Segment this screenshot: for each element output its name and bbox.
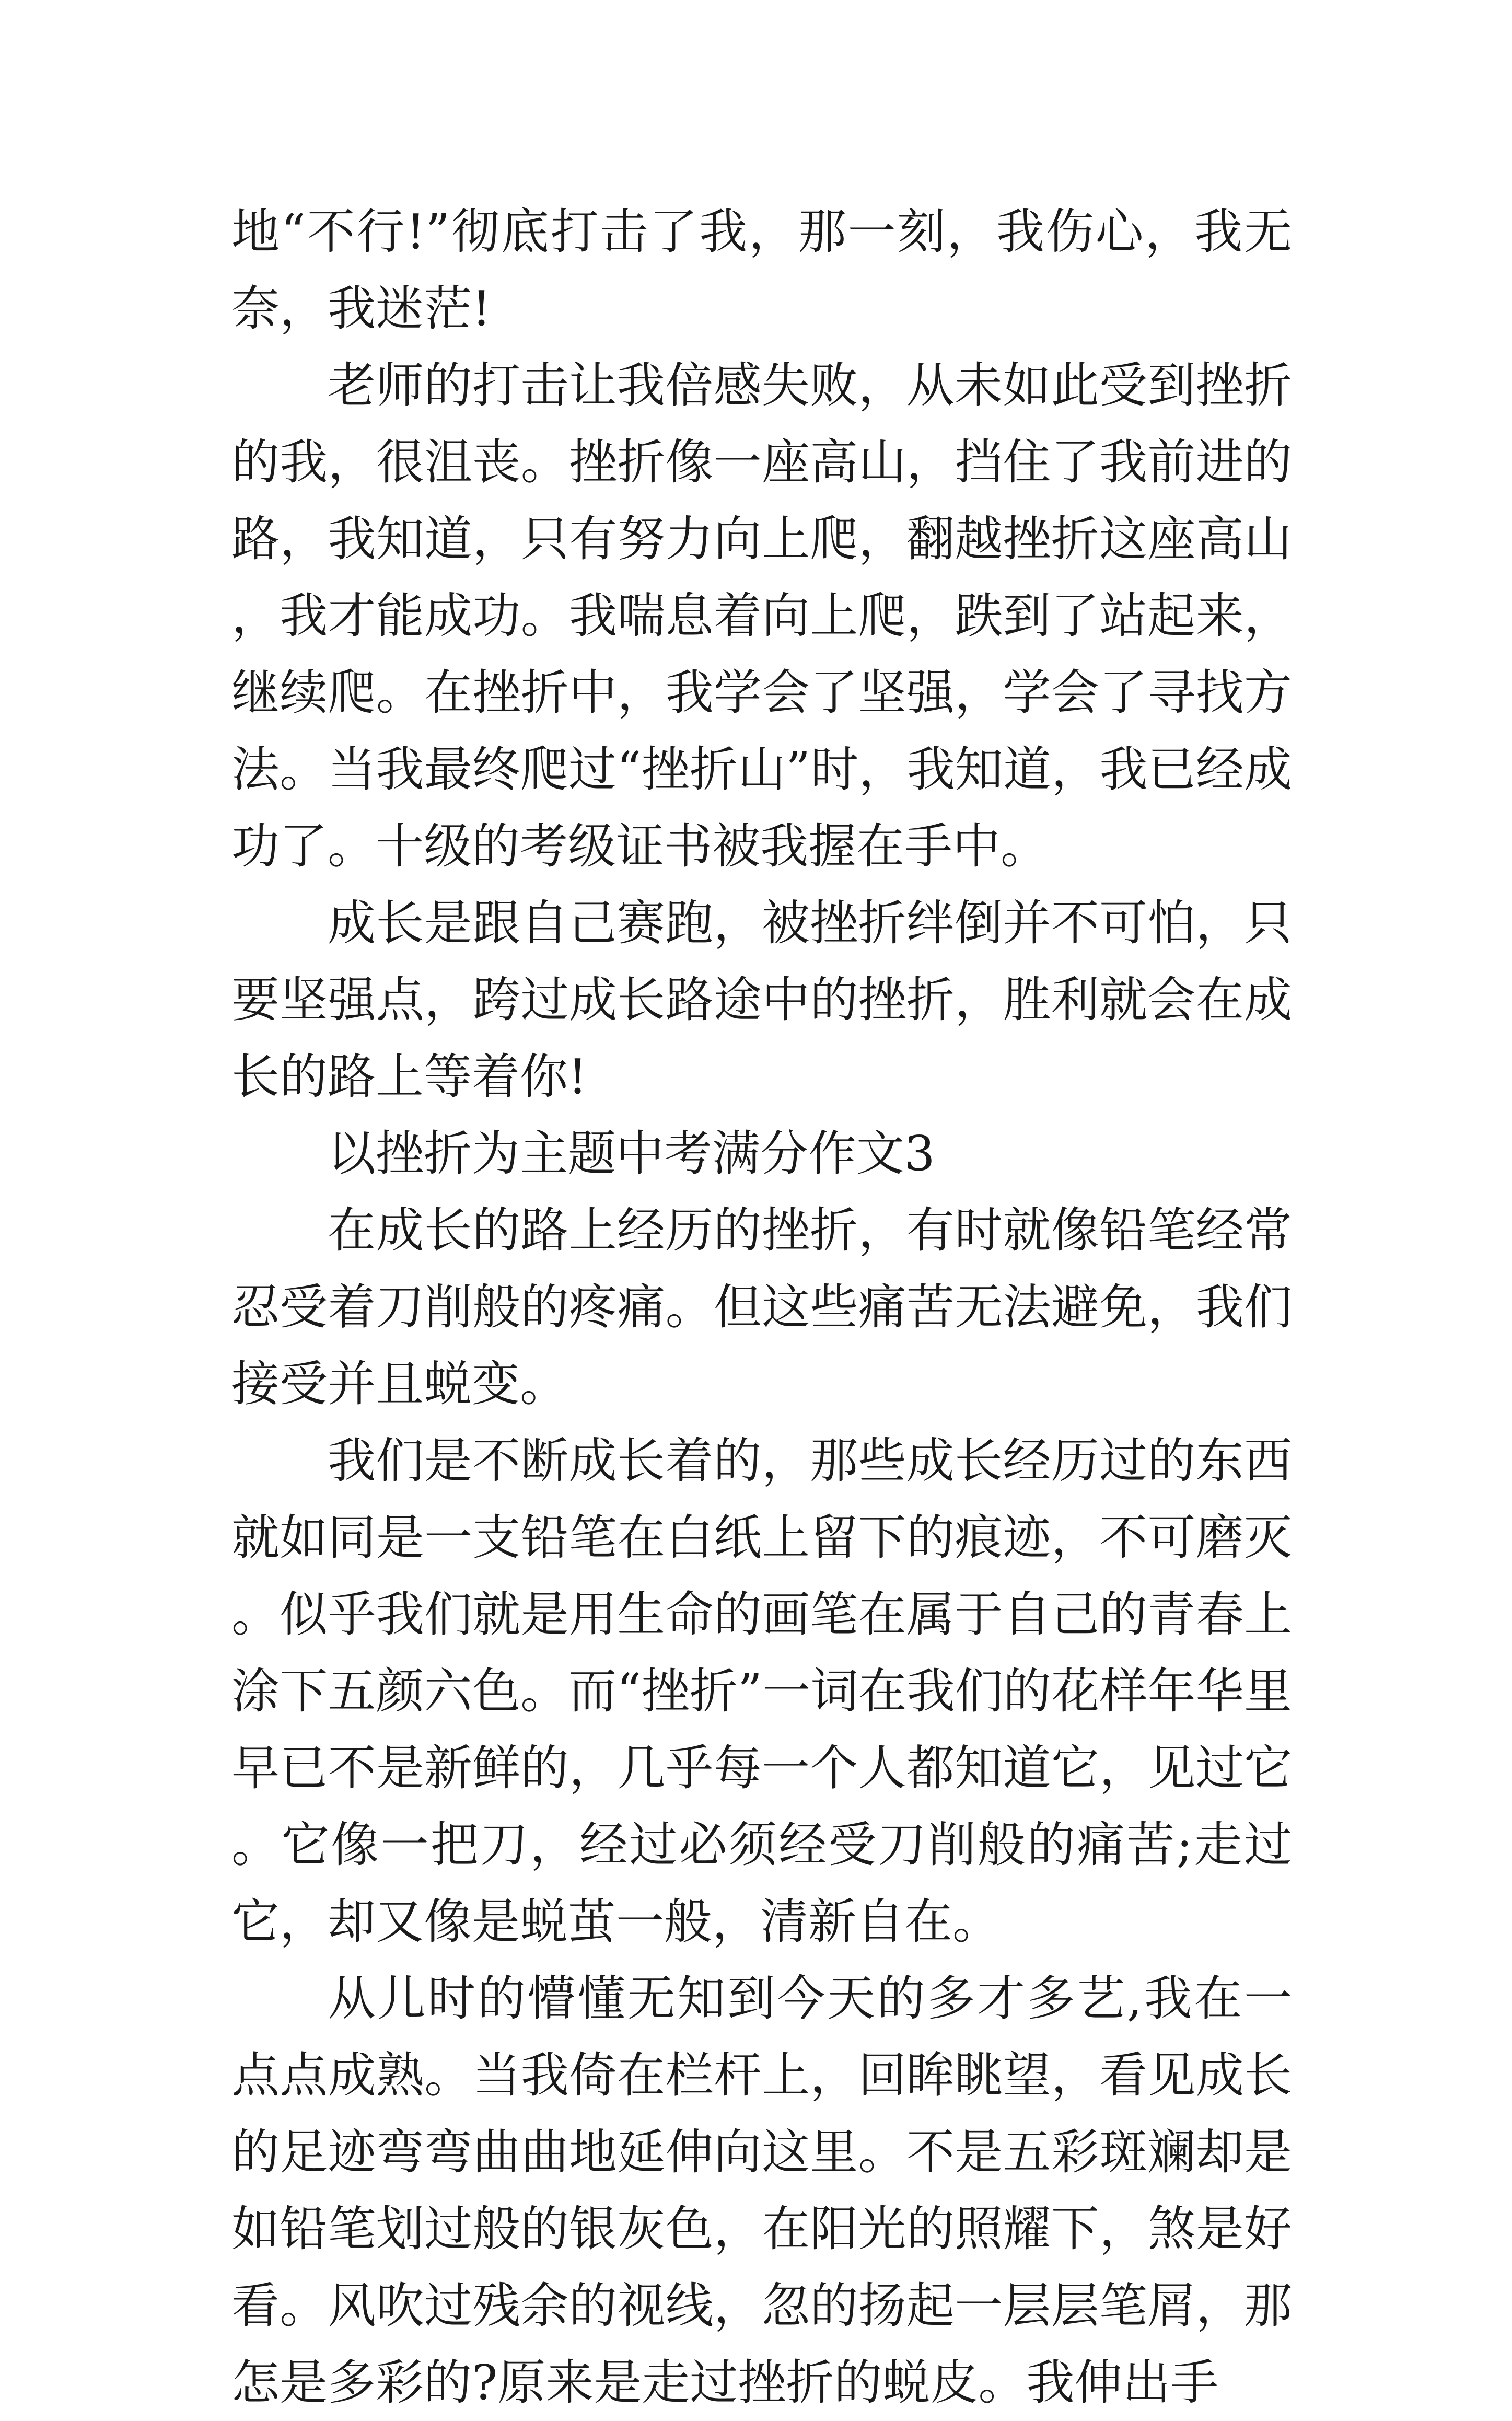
essay-heading: 以挫折为主题中考满分作文3 — [328, 1126, 935, 1181]
essay-body — [231, 193, 1292, 2421]
paragraph: 老师的打击让我倍感失败，从未如此受到挫折的我，很沮丧。挫折像一座高山，挡住了我前进的路，我知道，只有努力向上爬，翻越挫折这座高山，我才能成功。我喘息着向上爬，跌到了站起来，继续爬。在挫折中，我学会了坚强，学会了寻找方法。当我最终爬过“挫折山”时，我知道，我已经成功了。十级的考级证书被我握在手中。 — [231, 357, 1292, 874]
paragraph: 成长是跟自己赛跑，被挫折绊倒并不可怕，只要坚强点，跨过成长路途中的挫折，胜利就会在成长的路上等着你! — [231, 895, 1292, 1105]
paragraph: 从儿时的懵懂无知到今天的多才多艺,我在一点点成熟。当我倚在栏杆上，回眸眺望，看见成长的足迹弯弯曲曲地延伸向这里。不是五彩斑斓却是如铅笔划过般的银灰色，在阳光的照耀下，煞是好看。风吹过残余的视线，忽的扬起一层层笔屑，那怎是多彩的?原来是走过挫折的蜕皮。我伸出手 — [231, 1971, 1292, 2411]
paragraph-continuation: 地“不行!”彻底打击了我，那一刻，我伤心，我无奈，我迷茫! — [231, 204, 1292, 337]
paragraph: 在成长的路上经历的挫折，有时就像铅笔经常忍受着刀削般的疼痛。但这些痛苦无法避免，我们接受并且蜕变。 — [231, 1202, 1292, 1412]
paragraph: 我们是不断成长着的，那些成长经历过的东西就如同是一支铅笔在白纸上留下的痕迹，不可磨灭。似乎我们就是用生命的画笔在属于自己的青春上涂下五颜六色。而“挫折”一词在我们的花样年华里早已不是新鲜的，几乎每一个人都知道它，见过它。它像一把刀，经过必须经受刀削般的痛苦;走过它，却又像是蜕茧一般，清新自在。 — [231, 1433, 1292, 1950]
